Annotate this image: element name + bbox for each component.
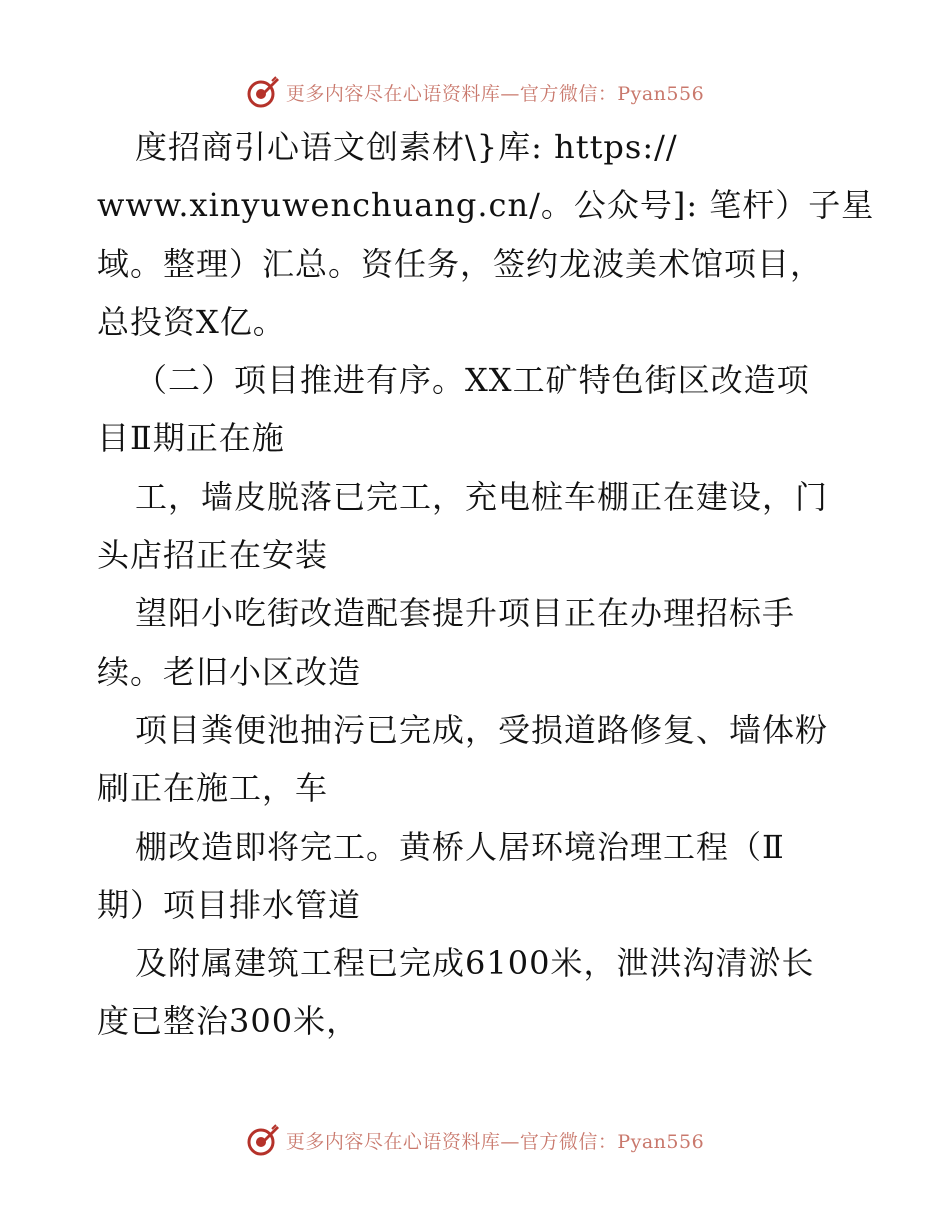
text-line: 期）项目排水管道	[97, 885, 362, 924]
pen-circle-logo-icon	[246, 1123, 280, 1157]
text-line: 域。整理）汇总。资任务，签约龙波美术馆项目，	[97, 244, 824, 283]
header-banner	[0, 72, 950, 112]
pen-circle-logo-icon	[246, 75, 280, 109]
text-line: （二）项目推进有序。XX工矿特色街区改造项	[135, 361, 810, 400]
footer-banner-text: 更多内容尽在心语资料库—官方微信：Pyan556	[285, 1130, 705, 1153]
text-line: 棚改造即将完工。黄桥人居环境治理工程（Ⅱ	[135, 827, 785, 866]
text-line: 及附属建筑工程已完成6100米，泄洪沟清淤长	[135, 944, 815, 983]
header-banner-text: 更多内容尽在心语资料库—官方微信：Pyan556	[285, 82, 705, 105]
text-line: 工，墙皮脱落已完工，充电桩车棚正在建设，门	[135, 477, 829, 516]
text-line: 头店招正在安装	[97, 536, 329, 575]
text-line: 项目粪便池抽污已完成，受损道路修复、墙体粉	[135, 710, 829, 749]
document-body	[97, 118, 875, 1051]
text-line: 续。老旧小区改造	[97, 652, 362, 691]
text-line: 总投资X亿。	[97, 302, 286, 341]
text-line: 度招商引心语文创素材\}库: https://	[135, 128, 678, 166]
text-line: www.xinyuwenchuang.cn/。公众号]: 笔杆）子星	[97, 186, 875, 225]
text-line: 度已整治300米，	[97, 1002, 360, 1041]
text-line: 望阳小吃街改造配套提升项目正在办理招标手	[135, 594, 796, 633]
footer-banner	[0, 1120, 950, 1160]
text-line: 目Ⅱ期正在施	[97, 419, 285, 458]
text-line: 刷正在施工，车	[97, 769, 329, 808]
